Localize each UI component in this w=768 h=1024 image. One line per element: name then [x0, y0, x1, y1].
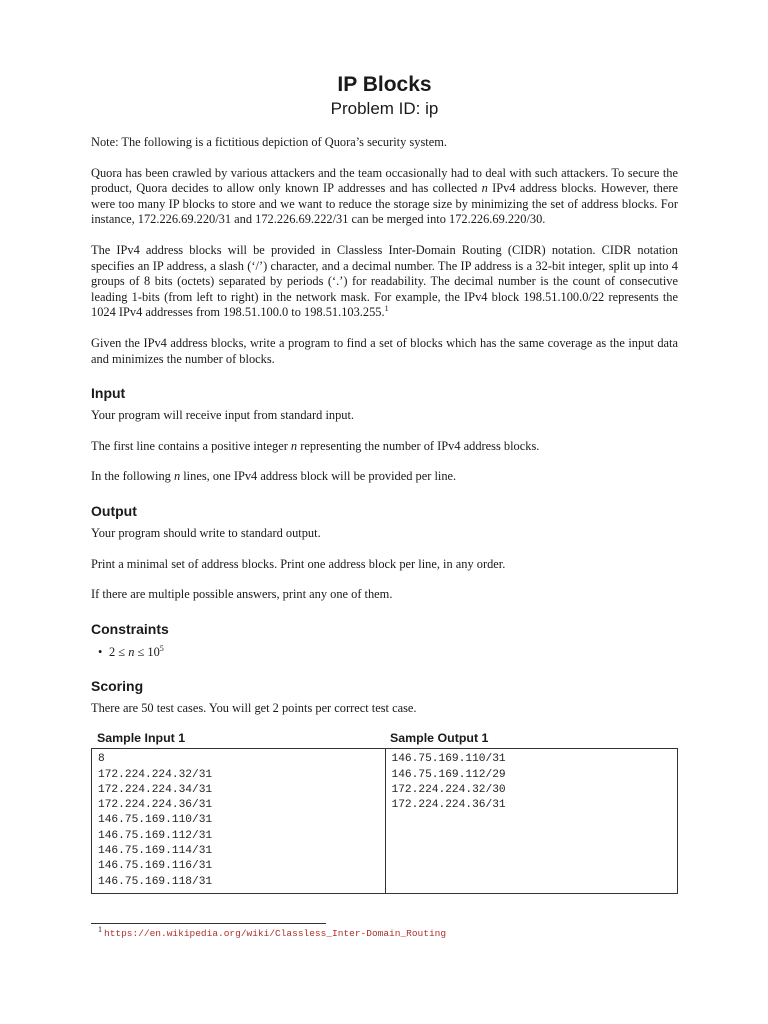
output-p1: Your program should write to standard output.	[91, 525, 321, 540]
footnote-divider	[91, 923, 326, 924]
input-p3	[91, 469, 678, 485]
sample-input-block: 8 172.224.224.32/31 172.224.224.34/31 172.224.224.36/31 146.75.169.110/31 146.75.169.112/31 146.75.169.114/31 146.75.169.116/31 146.75.169.118/31	[98, 753, 213, 888]
constraints-heading: Constraints	[91, 620, 169, 637]
page-title: IP Blocks	[337, 73, 432, 96]
constraints-list	[91, 644, 678, 660]
sample-output-block: 146.75.169.110/31 146.75.169.112/29 172.224.224.32/30 172.224.224.36/31	[385, 749, 678, 893]
sample-input-label: Sample Input 1	[97, 731, 186, 746]
constraint-text-b: ≤ 10	[134, 644, 160, 659]
problem-id: Problem ID: ip	[330, 99, 439, 118]
input-p2-text-a: The first line contains a positive integer	[91, 438, 291, 453]
cidr-text: The IPv4 address blocks will be provided in Classless Inter-Domain Routing (CIDR) notation. CIDR notation specifies an IP address, a slash (‘/’) character, and a decimal number. The IP address is a 32-bit integer, split up into 4 groups of 8 bits (octets) separated by periods (‘.’) for readability. The decimal number is the count of consecutive leading 1-bits (from left to right) in the network mask. For example, the IPv4 block 198.51.100.0/22 represents the 1024 IPv4 addresses from 198.51.100.0 to 198.51.103.255.	[91, 242, 678, 320]
variable-n: n	[128, 644, 135, 659]
input-p3-text-b: lines, one IPv4 address block will be provided per line.	[180, 469, 457, 484]
sample-output-label: Sample Output 1	[390, 731, 489, 746]
variable-n: n	[290, 438, 298, 453]
input-p2-text-b: representing the number of IPv4 address blocks.	[297, 438, 540, 453]
sample-table	[91, 748, 678, 894]
intro-text-2: IPv4 address blocks. However, there were too many IP blocks to store and we want to reduce the storage size by minimizing the set of address blocks. For instance, 172.226.69.220/31 and 172.226.69.222/31 can be merged into 172.226.69.220/30.	[91, 181, 678, 227]
footnote-mark: 1	[98, 925, 102, 934]
constraint-exponent: 5	[159, 643, 164, 653]
variable-n: n	[173, 469, 181, 484]
intro-text-1: Quora has been crawled by various attackers and the team occasionally had to deal with such attackers. To secure the product, Quora decides to allow only known IP addresses and has collected	[91, 165, 678, 196]
problem-statement	[91, 72, 678, 894]
output-heading: Output	[91, 502, 137, 519]
input-p1: Your program will receive input from standard input.	[91, 408, 355, 423]
note-paragraph: Note: The following is a fictitious depiction of Quora’s security system.	[91, 135, 447, 149]
output-p3: If there are multiple possible answers, print any one of them.	[91, 587, 393, 602]
cidr-paragraph	[91, 243, 678, 321]
input-p3-text-a: In the following	[91, 469, 174, 484]
scoring-heading: Scoring	[91, 677, 144, 694]
input-p2	[91, 439, 678, 455]
constraint-item	[109, 644, 678, 660]
scoring-paragraph: There are 50 test cases. You will get 2 points per correct test case.	[91, 700, 417, 715]
footnote-link[interactable]: https://en.wikipedia.org/wiki/Classless_Inter-Domain_Routing	[104, 928, 447, 939]
footnote-ref[interactable]: 1	[384, 304, 389, 314]
intro-paragraph	[91, 166, 678, 228]
variable-n: n	[481, 181, 488, 196]
input-heading: Input	[91, 385, 126, 402]
output-p2: Print a minimal set of address blocks. Print one address block per line, in any order.	[91, 556, 506, 571]
sample-headers	[91, 731, 678, 745]
constraint-text-a: 2 ≤	[109, 644, 129, 659]
task-paragraph: Given the IPv4 address blocks, write a program to find a set of blocks which has the same coverage as the input data and minimizes the number of blocks.	[91, 335, 678, 366]
